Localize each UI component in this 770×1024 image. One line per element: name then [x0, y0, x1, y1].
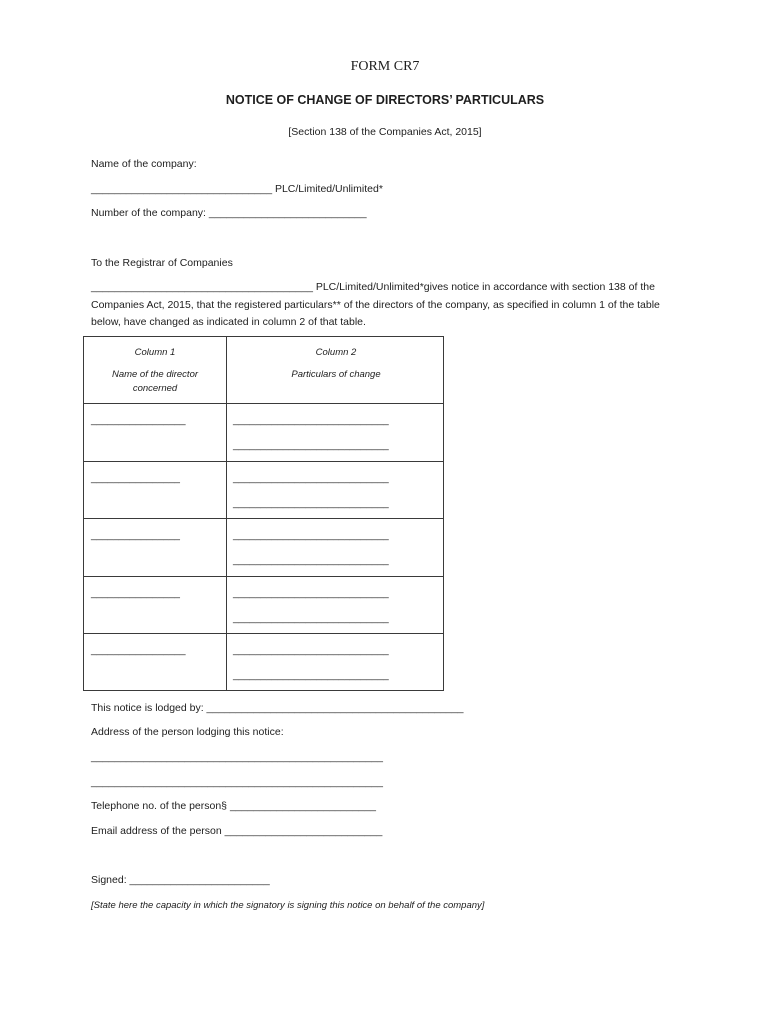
company-name-field[interactable]: _______________________________ PLC/Limited/Unlimited*	[91, 183, 383, 195]
table-column-divider	[226, 337, 227, 690]
table-row-divider	[84, 403, 443, 404]
notice-paragraph: ______________________________________ PLC/Limited/Unlimited*gives notice in accordance with section 138 of the Companies Act, 2015, that the registered particulars** of the directors of the company, as specified in column 1 of the table below, have changed as indicated in column 2 of that table.	[91, 281, 660, 328]
change-particulars-field[interactable]: ____________________________	[233, 555, 389, 566]
email-field[interactable]: Email address of the person ___________________________	[91, 825, 383, 837]
address-field-line-2[interactable]: __________________________________________________	[91, 776, 383, 788]
table-row-divider	[84, 576, 443, 577]
change-particulars-field[interactable]: ____________________________	[233, 613, 389, 624]
column-1-title: Column 1	[134, 347, 176, 358]
registrar-salutation: To the Registrar of Companies	[91, 257, 233, 269]
change-particulars-field[interactable]: ____________________________	[233, 645, 389, 656]
change-particulars-field[interactable]: ____________________________	[233, 498, 389, 509]
director-name-field[interactable]: ________________	[91, 588, 180, 599]
change-particulars-field[interactable]: ____________________________	[233, 440, 389, 451]
form-title: FORM CR7	[350, 59, 420, 74]
director-name-field[interactable]: _________________	[91, 415, 186, 426]
change-particulars-field[interactable]: ____________________________	[233, 530, 389, 541]
change-particulars-field[interactable]: ____________________________	[233, 588, 389, 599]
director-name-field[interactable]: ________________	[91, 530, 180, 541]
section-reference: [Section 138 of the Companies Act, 2015]	[288, 126, 482, 138]
table-row-divider	[84, 461, 443, 462]
column-2-title: Column 2	[315, 347, 357, 358]
change-particulars-field[interactable]: ____________________________	[233, 473, 389, 484]
table-row-divider	[84, 633, 443, 634]
capacity-note: [State here the capacity in which the signatory is signing this notice on behalf of the company]	[91, 900, 485, 911]
company-number-field[interactable]: Number of the company: ___________________________	[91, 207, 367, 219]
column-1-header	[84, 337, 226, 396]
column-2-header	[227, 337, 445, 382]
page-title: NOTICE OF CHANGE OF DIRECTORS’ PARTICULARS	[225, 93, 545, 107]
address-field-line-1[interactable]: __________________________________________________	[91, 751, 383, 763]
change-particulars-field[interactable]: ____________________________	[233, 415, 389, 426]
change-particulars-field[interactable]: ____________________________	[233, 670, 389, 681]
director-name-field[interactable]: ________________	[91, 473, 180, 484]
column-1-subtitle: Name of the director concerned	[111, 369, 199, 394]
directors-changes-table	[83, 336, 444, 691]
director-name-field[interactable]: _________________	[91, 645, 186, 656]
company-name-label: Name of the company:	[91, 158, 197, 170]
telephone-field[interactable]: Telephone no. of the person§ _________________________	[91, 800, 376, 812]
lodged-by-field[interactable]: This notice is lodged by: ____________________________________________	[91, 702, 464, 714]
address-label: Address of the person lodging this notice:	[91, 726, 284, 738]
signature-field[interactable]: Signed: ________________________	[91, 874, 270, 886]
table-row-divider	[84, 518, 443, 519]
column-2-subtitle: Particulars of change	[291, 369, 381, 380]
